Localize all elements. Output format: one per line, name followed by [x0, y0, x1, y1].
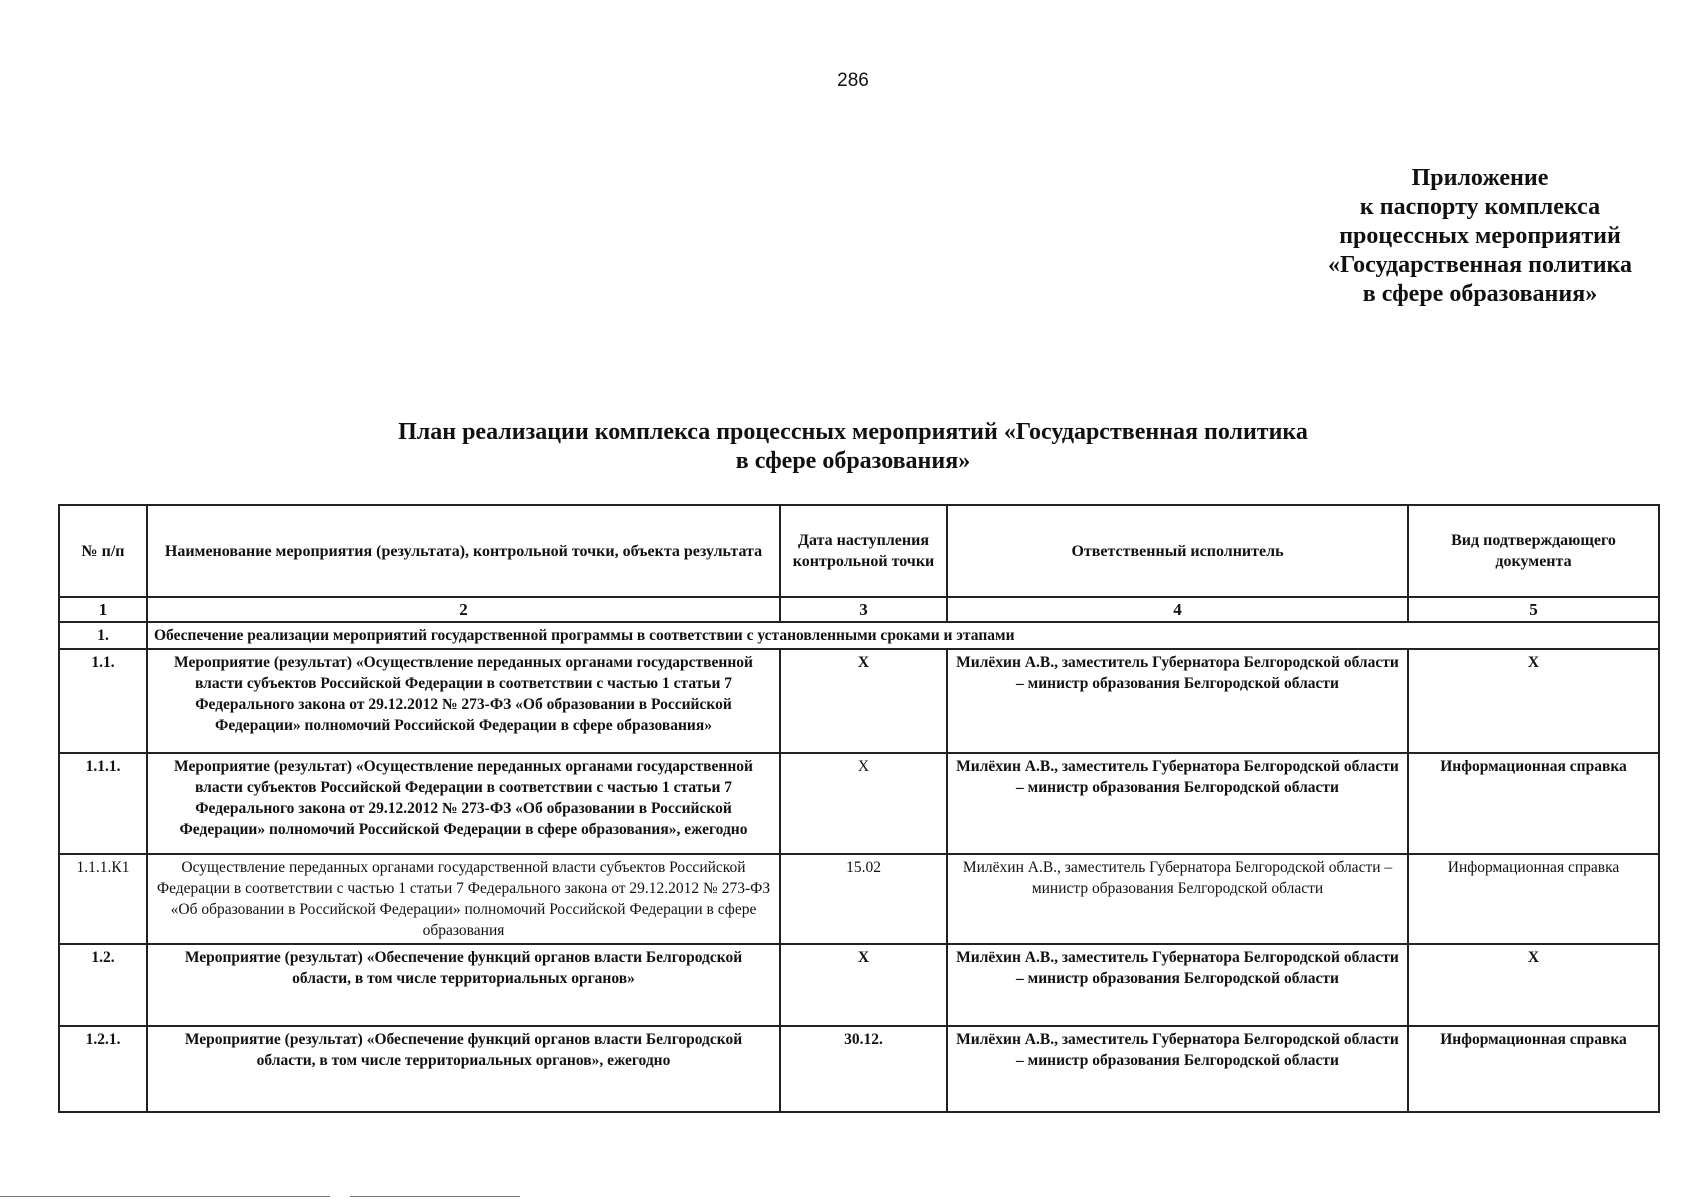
row-num: 1.1.1.К1	[59, 854, 147, 944]
column-number: 3	[780, 597, 947, 622]
appendix-line: процессных мероприятий	[1339, 223, 1621, 249]
row-executor: Милёхин А.В., заместитель Губернатора Белгородской области – министр образования Белгородской области	[947, 1026, 1408, 1112]
table-row	[59, 753, 1659, 854]
row-executor: Милёхин А.В., заместитель Губернатора Белгородской области – министр образования Белгородской области	[947, 944, 1408, 1026]
row-date: 30.12.	[780, 1026, 947, 1112]
column-number: 5	[1408, 597, 1659, 622]
header-date: Дата наступления контрольной точки	[780, 505, 947, 597]
row-doc: Информационная справка	[1408, 854, 1659, 944]
column-number: 2	[147, 597, 780, 622]
plan-table	[58, 504, 1660, 1113]
row-doc: Информационная справка	[1408, 753, 1659, 854]
document-title	[0, 418, 1706, 476]
row-name: Мероприятие (результат) «Обеспечение функций органов власти Белгородской области, в том числе территориальных органов»	[147, 944, 780, 1026]
row-executor: Милёхин А.В., заместитель Губернатора Белгородской области – министр образования Белгородской области	[947, 649, 1408, 753]
appendix-line: «Государственная политика	[1327, 252, 1633, 278]
table-row	[59, 944, 1659, 1026]
section-title: Обеспечение реализации мероприятий государственной программы в соответствии с установленными сроками и этапами	[147, 622, 1659, 649]
header-doc: Вид подтверждающего документа	[1408, 505, 1659, 597]
appendix-caption	[1250, 164, 1706, 309]
column-number: 1	[59, 597, 147, 622]
header-num: № п/п	[59, 505, 147, 597]
column-number-row	[59, 597, 1659, 622]
scan-edge-line	[0, 1196, 330, 1197]
row-doc: X	[1408, 649, 1659, 753]
row-num: 1.2.	[59, 944, 147, 1026]
header-executor: Ответственный исполнитель	[947, 505, 1408, 597]
table-row	[59, 854, 1659, 944]
row-num: 1.1.	[59, 649, 147, 753]
section-row	[59, 622, 1659, 649]
page-number: 286	[837, 70, 869, 91]
row-name: Мероприятие (результат) «Обеспечение функций органов власти Белгородской области, в том числе территориальных органов», ежегодно	[147, 1026, 780, 1112]
scan-edge-line	[350, 1196, 520, 1197]
row-date: X	[780, 649, 947, 753]
row-name: Мероприятие (результат) «Осуществление переданных органами государственной власти субъектов Российской Федерации в соответствии с частью 1 статьи 7 Федерального закона от 29.12.2012 № 273-ФЗ «Об образовании в Российской Федерации» полномочий Российской Федерации в сфере образования», ежегодно	[147, 753, 780, 854]
row-doc: X	[1408, 944, 1659, 1026]
row-executor: Милёхин А.В., заместитель Губернатора Белгородской области – министр образования Белгородской области	[947, 753, 1408, 854]
row-name: Мероприятие (результат) «Осуществление переданных органами государственной власти субъектов Российской Федерации в соответствии с частью 1 статьи 7 Федерального закона от 29.12.2012 № 273-ФЗ «Об образовании в Российской Федерации» полномочий Российской Федерации в сфере образования»	[147, 649, 780, 753]
appendix-line: к паспорту комплекса	[1359, 194, 1601, 220]
row-num: 1.1.1.	[59, 753, 147, 854]
row-date: X	[780, 753, 947, 854]
appendix-line: Приложение	[1411, 165, 1549, 191]
column-number: 4	[947, 597, 1408, 622]
header-name: Наименование мероприятия (результата), контрольной точки, объекта результата	[147, 505, 780, 597]
table-header-row	[59, 505, 1659, 597]
appendix-line: в сфере образования»	[1362, 281, 1598, 307]
row-executor: Милёхин А.В., заместитель Губернатора Белгородской области – министр образования Белгородской области	[947, 854, 1408, 944]
section-num: 1.	[59, 622, 147, 649]
row-num: 1.2.1.	[59, 1026, 147, 1112]
row-date: X	[780, 944, 947, 1026]
row-date: 15.02	[780, 854, 947, 944]
row-name: Осуществление переданных органами государственной власти субъектов Российской Федерации в соответствии с частью 1 статьи 7 Федерального закона от 29.12.2012 № 273-ФЗ «Об образовании в Российской Федерации» полномочий Российской Федерации в сфере образования	[147, 854, 780, 944]
document-title-line: План реализации комплекса процессных мероприятий «Государственная политика	[398, 419, 1308, 445]
table-row	[59, 1026, 1659, 1112]
table-row	[59, 649, 1659, 753]
row-doc: Информационная справка	[1408, 1026, 1659, 1112]
document-title-line: в сфере образования»	[735, 448, 971, 474]
